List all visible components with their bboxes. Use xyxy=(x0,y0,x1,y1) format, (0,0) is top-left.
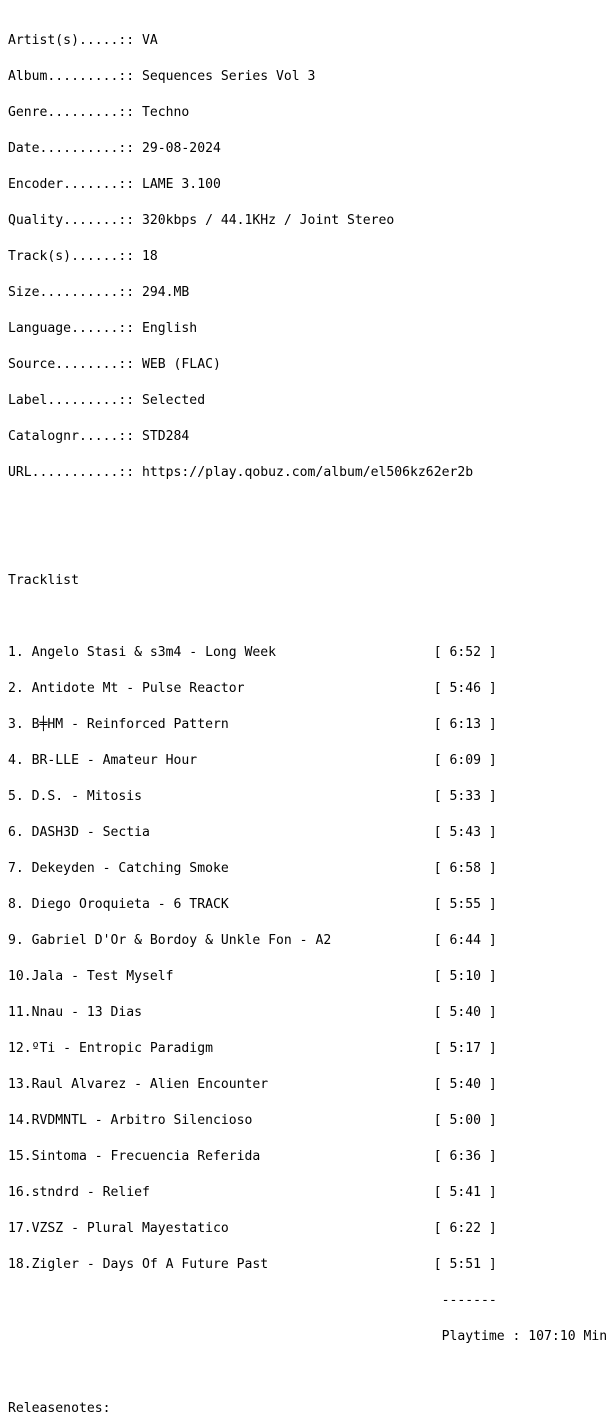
track-row: 2. Antidote Mt - Pulse Reactor [ 5:46 ] xyxy=(8,681,497,696)
track-row: 1. Angelo Stasi & s3m4 - Long Week [ 6:52 ] xyxy=(8,645,497,660)
track-row: 8. Diego Oroquieta - 6 TRACK [ 5:55 ] xyxy=(8,897,497,912)
track-row: 6. DASH3D - Sectia [ 5:43 ] xyxy=(8,825,497,840)
genre-line: Genre.........:: Techno xyxy=(8,105,190,120)
track-row: 4. BR-LLE - Amateur Hour [ 6:09 ] xyxy=(8,753,497,768)
track-row: 5. D.S. - Mitosis [ 5:33 ] xyxy=(8,789,497,804)
encoder-line: Encoder.......:: LAME 3.100 xyxy=(8,177,221,192)
track-row: 15.Sintoma - Frecuencia Referida [ 6:36 ] xyxy=(8,1149,497,1164)
source-line: Source........:: WEB (FLAC) xyxy=(8,357,221,372)
url-line: URL...........:: https://play.qobuz.com/album/el506kz62er2b xyxy=(8,465,474,480)
track-row: 9. Gabriel D'Or & Bordoy & Unkle Fon - A2 [ 6:44 ] xyxy=(8,933,497,948)
blank-line xyxy=(8,503,607,515)
track-row: 12.ºTi - Entropic Paradigm [ 5:17 ] xyxy=(8,1041,497,1056)
date-line: Date..........:: 29-08-2024 xyxy=(8,141,221,156)
track-row: 7. Dekeyden - Catching Smoke [ 6:58 ] xyxy=(8,861,497,876)
quality-line: Quality.......:: 320kbps / 44.1KHz / Joint Stereo xyxy=(8,213,395,228)
label-line: Label.........:: Selected xyxy=(8,393,206,408)
track-row: 18.Zigler - Days Of A Future Past [ 5:51 ] xyxy=(8,1257,497,1272)
tracks-count-line: Track(s)......:: 18 xyxy=(8,249,158,264)
size-line: Size..........:: 294.MB xyxy=(8,285,190,300)
track-row: 17.VZSZ - Plural Mayestatico [ 6:22 ] xyxy=(8,1221,497,1236)
blank-line xyxy=(8,539,607,551)
language-line: Language......:: English xyxy=(8,321,198,336)
blank-line xyxy=(8,1367,607,1379)
track-row: 10.Jala - Test Myself [ 5:10 ] xyxy=(8,969,497,984)
tracklist-heading: Tracklist xyxy=(8,573,79,588)
playtime-line: Playtime : 107:10 Min xyxy=(8,1329,608,1344)
total-divider: ------- xyxy=(8,1293,497,1308)
track-row: 13.Raul Alvarez - Alien Encounter [ 5:40 ] xyxy=(8,1077,497,1092)
album-line: Album.........:: Sequences Series Vol 3 xyxy=(8,69,316,84)
blank-line xyxy=(8,611,607,623)
releasenotes-heading: Releasenotes: xyxy=(8,1401,111,1416)
track-row: 14.RVDMNTL - Arbitro Silencioso [ 5:00 ] xyxy=(8,1113,497,1128)
catalognr-line: Catalognr.....:: STD284 xyxy=(8,429,190,444)
artist-line: Artist(s).....:: VA xyxy=(8,33,158,48)
nfo-text-document xyxy=(8,11,607,1427)
track-row: 11.Nnau - 13 Dias [ 5:40 ] xyxy=(8,1005,497,1020)
track-row: 3. B╪HM - Reinforced Pattern [ 6:13 ] xyxy=(8,717,497,732)
track-row: 16.stndrd - Relief [ 5:41 ] xyxy=(8,1185,497,1200)
